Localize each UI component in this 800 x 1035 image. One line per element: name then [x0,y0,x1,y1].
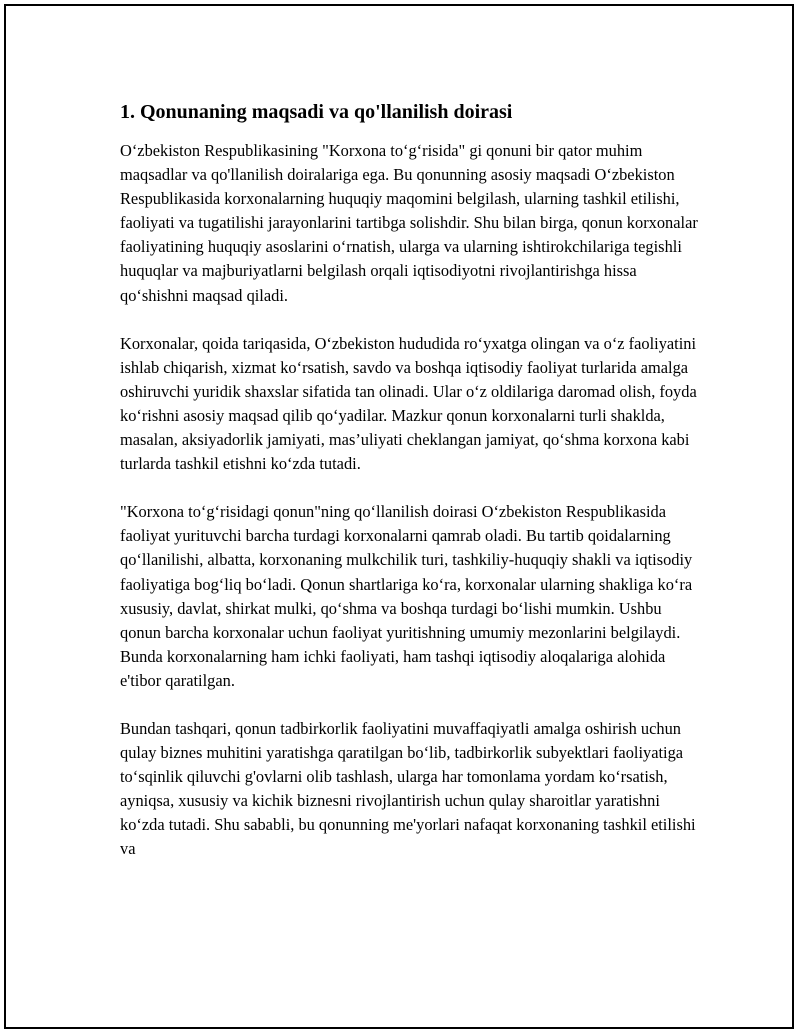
paragraph-purpose: O‘zbekiston Respublikasining "Korxona to‘g‘risida" gi qonuni bir qator muhim maqsadlar va qo'llanilish doiralariga ega. Bu qonunning asosiy maqsadi O‘zbekiston Respublikasida korxonalarning huquqiy maqomini belgilash, ularning tashkil etilishi, faoliyati va tugatilishi jarayonlarini tartibga solishdir. Shu bilan birga, qonun korxonalar faoliyatining huquqiy asoslarini o‘rnatish, ularga va ularning ishtirokchilariga tegishli huquqlar va majburiyatlarni belgilash orqali iqtisodiyotni rivojlantirishga hissa qo‘shishni maqsad qiladi. [120,141,698,305]
paragraph-business-environment: Bundan tashqari, qonun tadbirkorlik faoliyatini muvaffaqiyatli amalga oshirish uchun qulay biznes muhitini yaratishga qaratilgan bo‘lib, tadbirkorlik subyektlari faoliyatiga to‘sqinlik qiluvchi g'ovlarni olib tashlash, ularga har tomonlama yordam ko‘rsatish, ayniqsa, xususiy va kichik biznesni rivojlantirish uchun qulay sharoitlar yaratishni ko‘zda tutadi. Shu sababli, bu qonunning me'yorlari nafaqat korxonaning tashkil etilishi va [120,718,696,859]
section-heading: 1. Qonunaning maqsadi va qo'llanilish doirasi [120,101,513,123]
paragraph-enterprises: Korxonalar, qoida tariqasida, O‘zbekiston hududida ro‘yxatga olingan va o‘z faoliyatini ishlab chiqarish, xizmat ko‘rsatish, savdo va boshqa iqtisodiy faoliyat turlarida amalga oshiruvchi yuridik shaxslar sifatida tan olinadi. Ular o‘z oldilariga daromad olish, foyda ko‘rishni asosiy maqsad qilib qo‘yadilar. Mazkur qonun korxonalarni turli shaklda, masalan, aksiyadorlik jamiyati, mas’uliyati cheklangan jamiyat, qo‘shma korxona kabi turlarda tashkil etishni ko‘zda tutadi. [120,333,697,474]
document-page [4,4,794,1029]
paragraph-scope: "Korxona to‘g‘risidagi qonun"ning qo‘llanilish doirasi O‘zbekiston Respublikasida faoliyat yurituvchi barcha turdagi korxonalarni qamrab oladi. Bu tartib qoidalarning qo‘llanilishi, albatta, korxonaning mulkchilik turi, tashkiliy-huquqiy shakli va iqtisodiy faoliyatiga bog‘liq bo‘ladi. Qonun shartlariga ko‘ra, korxonalar ularning shakliga ko‘ra xususiy, davlat, shirkat mulki, qo‘shma va boshqa turdagi bo‘lishi mumkin. Ushbu qonun barcha korxonalar uchun faoliyat yuritishning umumiy mezonlarini belgilaydi. Bunda korxonalarning ham ichki faoliyati, ham tashqi iqtisodiy aloqalariga alohida e'tibor qaratilgan. [120,502,693,690]
document-body [120,99,700,886]
